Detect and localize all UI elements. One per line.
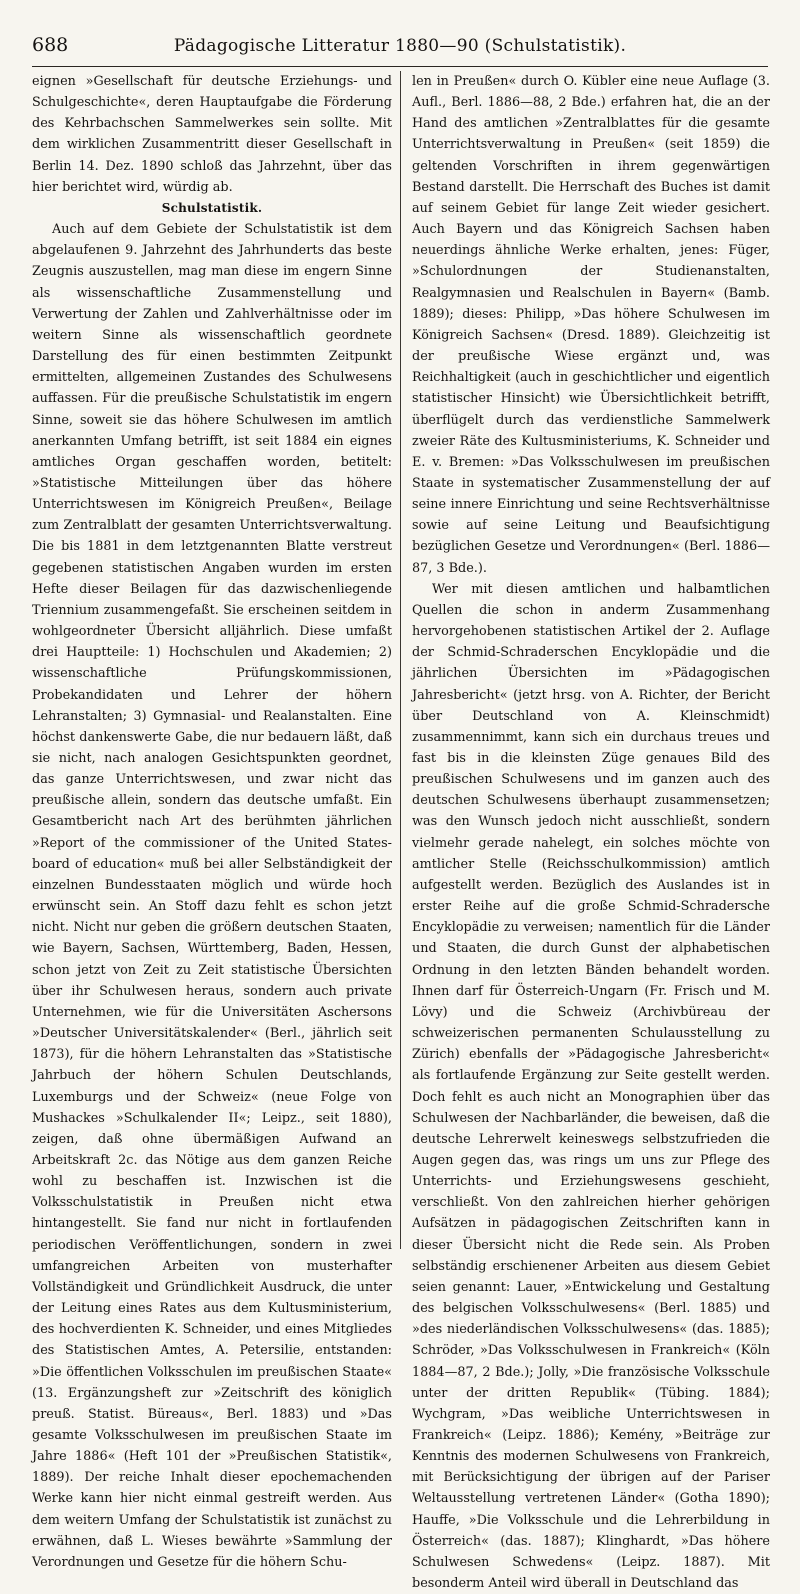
page-header xyxy=(32,32,768,67)
section-heading-schulstatistik: Schulstatistik. xyxy=(161,200,263,215)
right-paragraph-1: len in Preußen« durch O. Kübler eine neue Auflage (3. Aufl., Berl. 1886—88, 2 Bde.) erfahren hat, die an der Hand des amtlichen »Zentralblattes für die gesamte Unterrichtsverwaltung in Preußen« (seit 1859) die geltenden Vorschriften in ihrem gegenwärtigen Bestand darstellt. Die Herrschaft des Buches ist damit auf seinem Gebiet für lange Zeit wieder gesichert. Auch Bayern und das Königreich Sachsen haben neuerdings ähnliche Werke erhalten, jenes: Füger, »Schulordnungen der Studienanstalten, Realgymnasien und Realschulen in Bayern« (Bamb. 1889); dieses: Philipp, »Das höhere Schulwesen im Königreich Sachsen« (Dresd. 1889). Gleichzeitig ist der preußische Wiese ergänzt und, was Reichhaltigkeit (auch in geschichtlicher und eigentlich statistischer Hinsicht) wie Übersichtlichkeit betrifft, überflügelt durch das verdienstliche Sammelwerk zweier Räte des Kultusministeriums, K. Schneider und E. v. Bremen: »Das Volksschulwesen im preußischen Staate in systematischer Zusammenstellung der auf seine innere Einrichtung und seine Rechtsverhältnisse sowie auf seine Leitung und Beaufsichtigung bezüglichen Gesetze und Verordnungen« (Berl. 1886—87, 3 Bde.). xyxy=(412,74,770,576)
right-paragraph-2: Wer mit diesen amtlichen und halbamtlichen Quellen die schon in anderm Zusammenhang hervorgehobenen statistischen Artikel der 2. Auflage der Schmid-Schraderschen Encyklopädie und die jährlichen Übersichten im »Pädagogischen Jahresbericht« (jetzt hrsg. von A. Richter, der Bericht über Deutschland von A. Kleinschmidt) zusammennimmt, kann sich ein durchaus treues und fast bis in die kleinsten Züge genaues Bild des preußischen Schulwesens und im ganzen auch des deutschen Schulwesens überhaupt zusammensetzen; was den Wunsch jedoch nicht ausschließt, sondern vielmehr gerade nahelegt, ein solches möchte von amtlicher Stelle (Reichsschulkommission) amtlich aufgestellt werden. Bezüglich des Auslandes ist in erster Reihe auf die große Schmid-Schradersche Encyklopädie zu verweisen; namentlich für die Länder und Staaten, die durch Gunst der alphabetischen Ordnung in den letzten Bänden behandelt worden. Ihnen darf für Österreich-Ungarn (Fr. Frisch und M. Lövy) und die Schweiz (Archivbüreau der schweizerischen permanenten Schulausstellung zu Zürich) ebenfalls der »Pädagogische Jahresbericht« als fortlaufende Ergänzung zur Seite gestellt werden. Doch fehlt es auch nicht an Monographien über das Schulwesen der Nachbarländer, die beweisen, daß die deutsche Lehrerwelt keineswegs selbstzufrieden die Augen gegen das, was rings um uns zur Pflege des Unterrichts- und Erziehungswesens geschieht, verschließt. Von den zahlreichen hierher gehörigen Aufsätzen in pädagogischen Zeitschriften kann in dieser Übersicht nicht die Rede sein. Als Proben selbständig erschienener Arbeiten aus diesem Gebiet seien genannt: Lauer, »Entwickelung und Gestaltung des belgischen Volksschulwesens« (Berl. 1885) und »des niederländischen Volksschulwesens« (das. 1885); Schröder, »Das Volksschulwesen in Frankreich« (Köln 1884—87, 2 Bde.); Jolly, »Die französische Volksschule unter der dritten Republik« (Tübing. 1884); Wychgram, »Das weibliche Unterrichtswesen in Frankreich« (Leipz. 1886); Kemény, »Beiträge zur Kenntnis des modernen Schulwesens von Frankreich, mit Berücksichtigung der übrigen auf der Pariser Weltausstellung vertretenen Länder« (Gotha 1890); Hauffe, »Die Volksschule und die Lehrerbildung in Österreich« (das. 1887); Klinghardt, »Das höhere Schulwesen Schwedens« (Leipz. 1887). Mit besonderm Anteil wird überall in Deutschland das xyxy=(412,581,770,1592)
running-title: Pädagogische Litteratur 1880—90 (Schulstatistik). xyxy=(173,36,627,56)
page-number: 688 xyxy=(32,34,69,56)
column-divider xyxy=(400,71,401,1249)
left-paragraph-1: eignen »Gesellschaft für deutsche Erziehungs- und Schulgeschichte«, deren Hauptaufgabe die Förderung des Kehrbachschen Sammelwerkes sein sollte. Mit dem wirklichen Zusammentritt dieser Gesellschaft in Berlin 14. Dez. 1890 schloß das Jahrzehnt, über das hier berichtet wird, würdig ab. xyxy=(32,74,392,195)
right-column xyxy=(412,71,770,1592)
left-paragraph-2: Auch auf dem Gebiete der Schulstatistik ist dem abgelaufenen 9. Jahrzehnt des Jahrhunderts das beste Zeugnis auszustellen, mag man diese im engern Sinne als wissenschaftliche Zusammenstellung und Verwertung der Zahlen und Zahlverhältnisse oder im weitern Sinne als wissenschaftlich geordnete Darstellung des für einen bestimmten Zeitpunkt ermittelten, allgemeinen Zustandes des Schulwesens auffassen. Für die preußische Schulstatistik im engern Sinne, soweit sie das höhere Schulwesen im amtlich anerkannten Umfang betrifft, ist seit 1884 ein eignes amtliches Organ geschaffen worden, betitelt: »Statistische Mitteilungen über das höhere Unterrichtswesen im Königreich Preußen«, Beilage zum Zentralblatt der gesamten Unterrichtsverwaltung. Die bis 1881 in dem letztgenannten Blatte verstreut gegebenen statistischen Angaben wurden im ersten Hefte dieser Beilagen für das dazwischenliegende Triennium zusammengefaßt. Sie erscheinen seitdem in wohlgeordneter Übersicht alljährlich. Diese umfaßt drei Hauptteile: 1) Hochschulen und Akademien; 2) wissenschaftliche Prüfungskommissionen, Probekandidaten und Lehrer der höhern Lehranstalten; 3) Gymnasial- und Realanstalten. Eine höchst dankenswerte Gabe, die nur bedauern läßt, daß sie nicht, nach analogen Gesichtspunkten geordnet, das ganze Unterrichtswesen, und zwar nicht das preußische allein, sondern das deutsche umfaßt. Ein Gesamtbericht nach Art des berühmten jährlichen »Report of the commissioner of the United States-board of education« muß bei aller Selbständigkeit der einzelnen Bundesstaaten möglich und würde hoch erwünscht sein. An Stoff dazu fehlt es schon jetzt nicht. Nicht nur geben die größern deutschen Staaten, wie Bayern, Sachsen, Württemberg, Baden, Hessen, schon jetzt von Zeit zu Zeit statistische Übersichten über ihr Schulwesen heraus, sondern auch private Unternehmen, wie für die Universitäten Aschersons »Deutscher Universitätskalender« (Berl., jährlich seit 1873), für die höhern Lehranstalten das »Statistische Jahrbuch der höhern Schulen Deutschlands, Luxemburgs und der Schweiz« (neue Folge von Mushackes »Schulkalender II«; Leipz., seit 1880), zeigen, daß ohne übermäßigen Aufwand an Arbeitskraft 2c. das Nötige aus dem ganzen Reiche wohl zu beschaffen ist. Inzwischen ist die Volksschulstatistik in Preußen nicht etwa hintangestellt. Sie fand nur nicht in fortlaufenden periodischen Veröffentlichungen, sondern in zwei umfangreichen Arbeiten von musterhafter Vollständigkeit und Gründlichkeit Ausdruck, die unter der Leitung eines Rates aus dem Kultusministerium, des hochverdienten K. Schneider, und eines Mitgliedes des Statistischen Amtes, A. Petersilie, entstanden: »Die öffentlichen Volksschulen im preußischen Staate« (13. Ergänzungsheft zur »Zeitschrift des königlich preuß. Statist. Büreaus«, Berl. 1883) und »Das gesamte Volksschulwesen im preußischen Staate im Jahre 1886« (Heft 101 der »Preußischen Statistik«, 1889). Der reiche Inhalt dieser epochemachenden Werke kann hier nicht einmal gestreift werden. Aus dem weitern Umfang der Schulstatistik ist zunächst zu erwähnen, daß L. Wieses bewährte »Sammlung der Verordnungen und Gesetze für die höhern Schu- xyxy=(32,222,392,1570)
left-column xyxy=(32,71,392,1570)
